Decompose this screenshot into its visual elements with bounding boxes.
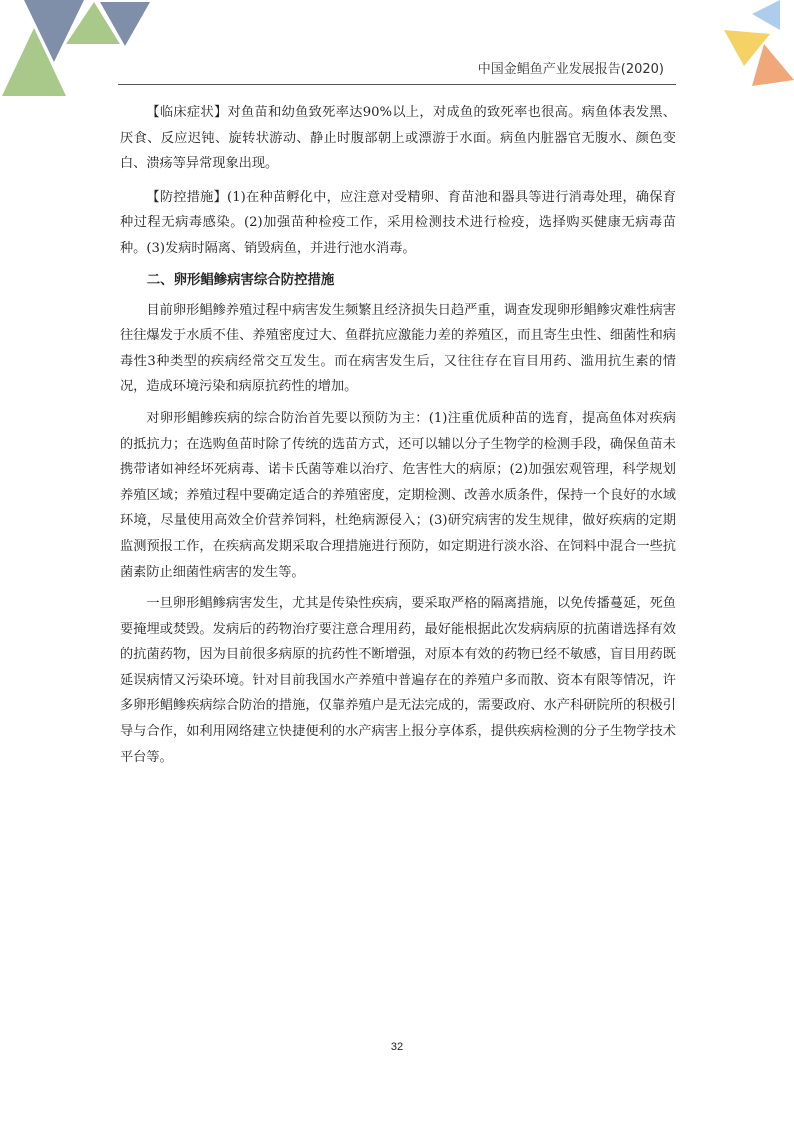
paragraph-clinical-symptoms: 【临床症状】对鱼苗和幼鱼致死率达90%以上，对成鱼的致死率也很高。病鱼体表发黑、厌食、反应迟钝、旋转状游动、静止时腹部朝上或漂游于水面。病鱼内脏器官无腹水、颜色变白、溃疡等异常现象出现。: [120, 105, 676, 172]
paragraph-current-situation: 目前卵形鲳鲹养殖过程中病害发生频繁且经济损失日趋严重，调查发现卵形鲳鲹灾难性病害往往爆发于水质不佳、养殖密度过大、鱼群抗应激能力差的养殖区，而且寄生虫性、细菌性和病毒性3种类型的疾病经常交互发生。而在病害发生后，又往往存在盲目用药、滥用抗生素的情况，造成环境污染和病原抗药性的增加。: [120, 302, 676, 395]
page-number: 32: [390, 1041, 404, 1053]
paragraph-outbreak-response: 一旦卵形鲳鲹病害发生，尤其是传染性疾病，要采取严格的隔离措施，以免传播蔓延，死鱼要掩埋或焚毁。发病后的药物治疗要注意合理用药，最好能根据此次发病病原的抗菌谱选择有效的抗菌药物，因为目前很多病原的抗药性不断增强，对原本有效的药物已经不敏感，盲目用药既延误病情又污染环境。针对目前我国水产养殖中普遍存在的养殖户多而散、资本有限等情况，许多卵形鲳鲹疾病综合防治的措施，仅靠养殖户是无法完成的，需要政府、水产科研院所的积极引导与合作，如利用网络建立快捷便利的水产病害上报分享体系，提供疾病检测的分子生物学技术平台等。: [120, 596, 676, 765]
triangle-lightblue: [752, 0, 780, 30]
main-content: [120, 100, 676, 770]
running-header: 中国金鲳鱼产业发展报告(2020): [477, 62, 664, 77]
paragraph-prevention: 对卵形鲳鲹疾病的综合防治首先要以预防为主：(1)注重优质种苗的选育，提高鱼体对疾病的抵抗力；在选购鱼苗时除了传统的选苗方式，还可以辅以分子生物学的检测手段，确保鱼苗未携带诸如神经坏死病毒、诺卡氏菌等难以治疗、危害性大的病原；(2)加强宏观管理，科学规划养殖区域；养殖过程中要确定适合的养殖密度，定期检测、改善水质条件，保持一个良好的水域环境，尽量使用高效全价营养饲料，杜绝病源侵入；(3)研究病害的发生规律，做好疾病的定期监测预报工作，在疾病高发期采取合理措施进行预防，如定期进行淡水浴、在饲料中混合一些抗菌素防止细菌性病害的发生等。: [120, 410, 676, 580]
header-rule: [118, 84, 676, 85]
decorative-triangles: [0, 0, 794, 110]
section-heading: 二、卵形鲳鲹病害综合防控措施: [146, 272, 335, 288]
triangle-orange: [752, 44, 794, 86]
paragraph-control-measures: 【防控措施】(1)在种苗孵化中，应注意对受精卵、育苗池和器具等进行消毒处理，确保育种过程无病毒感染。(2)加强苗种检疫工作，采用检测技术进行检疫，选择购买健康无病毒苗种。(3)发病时隔离、销毁病鱼，并进行池水消毒。: [120, 189, 676, 256]
